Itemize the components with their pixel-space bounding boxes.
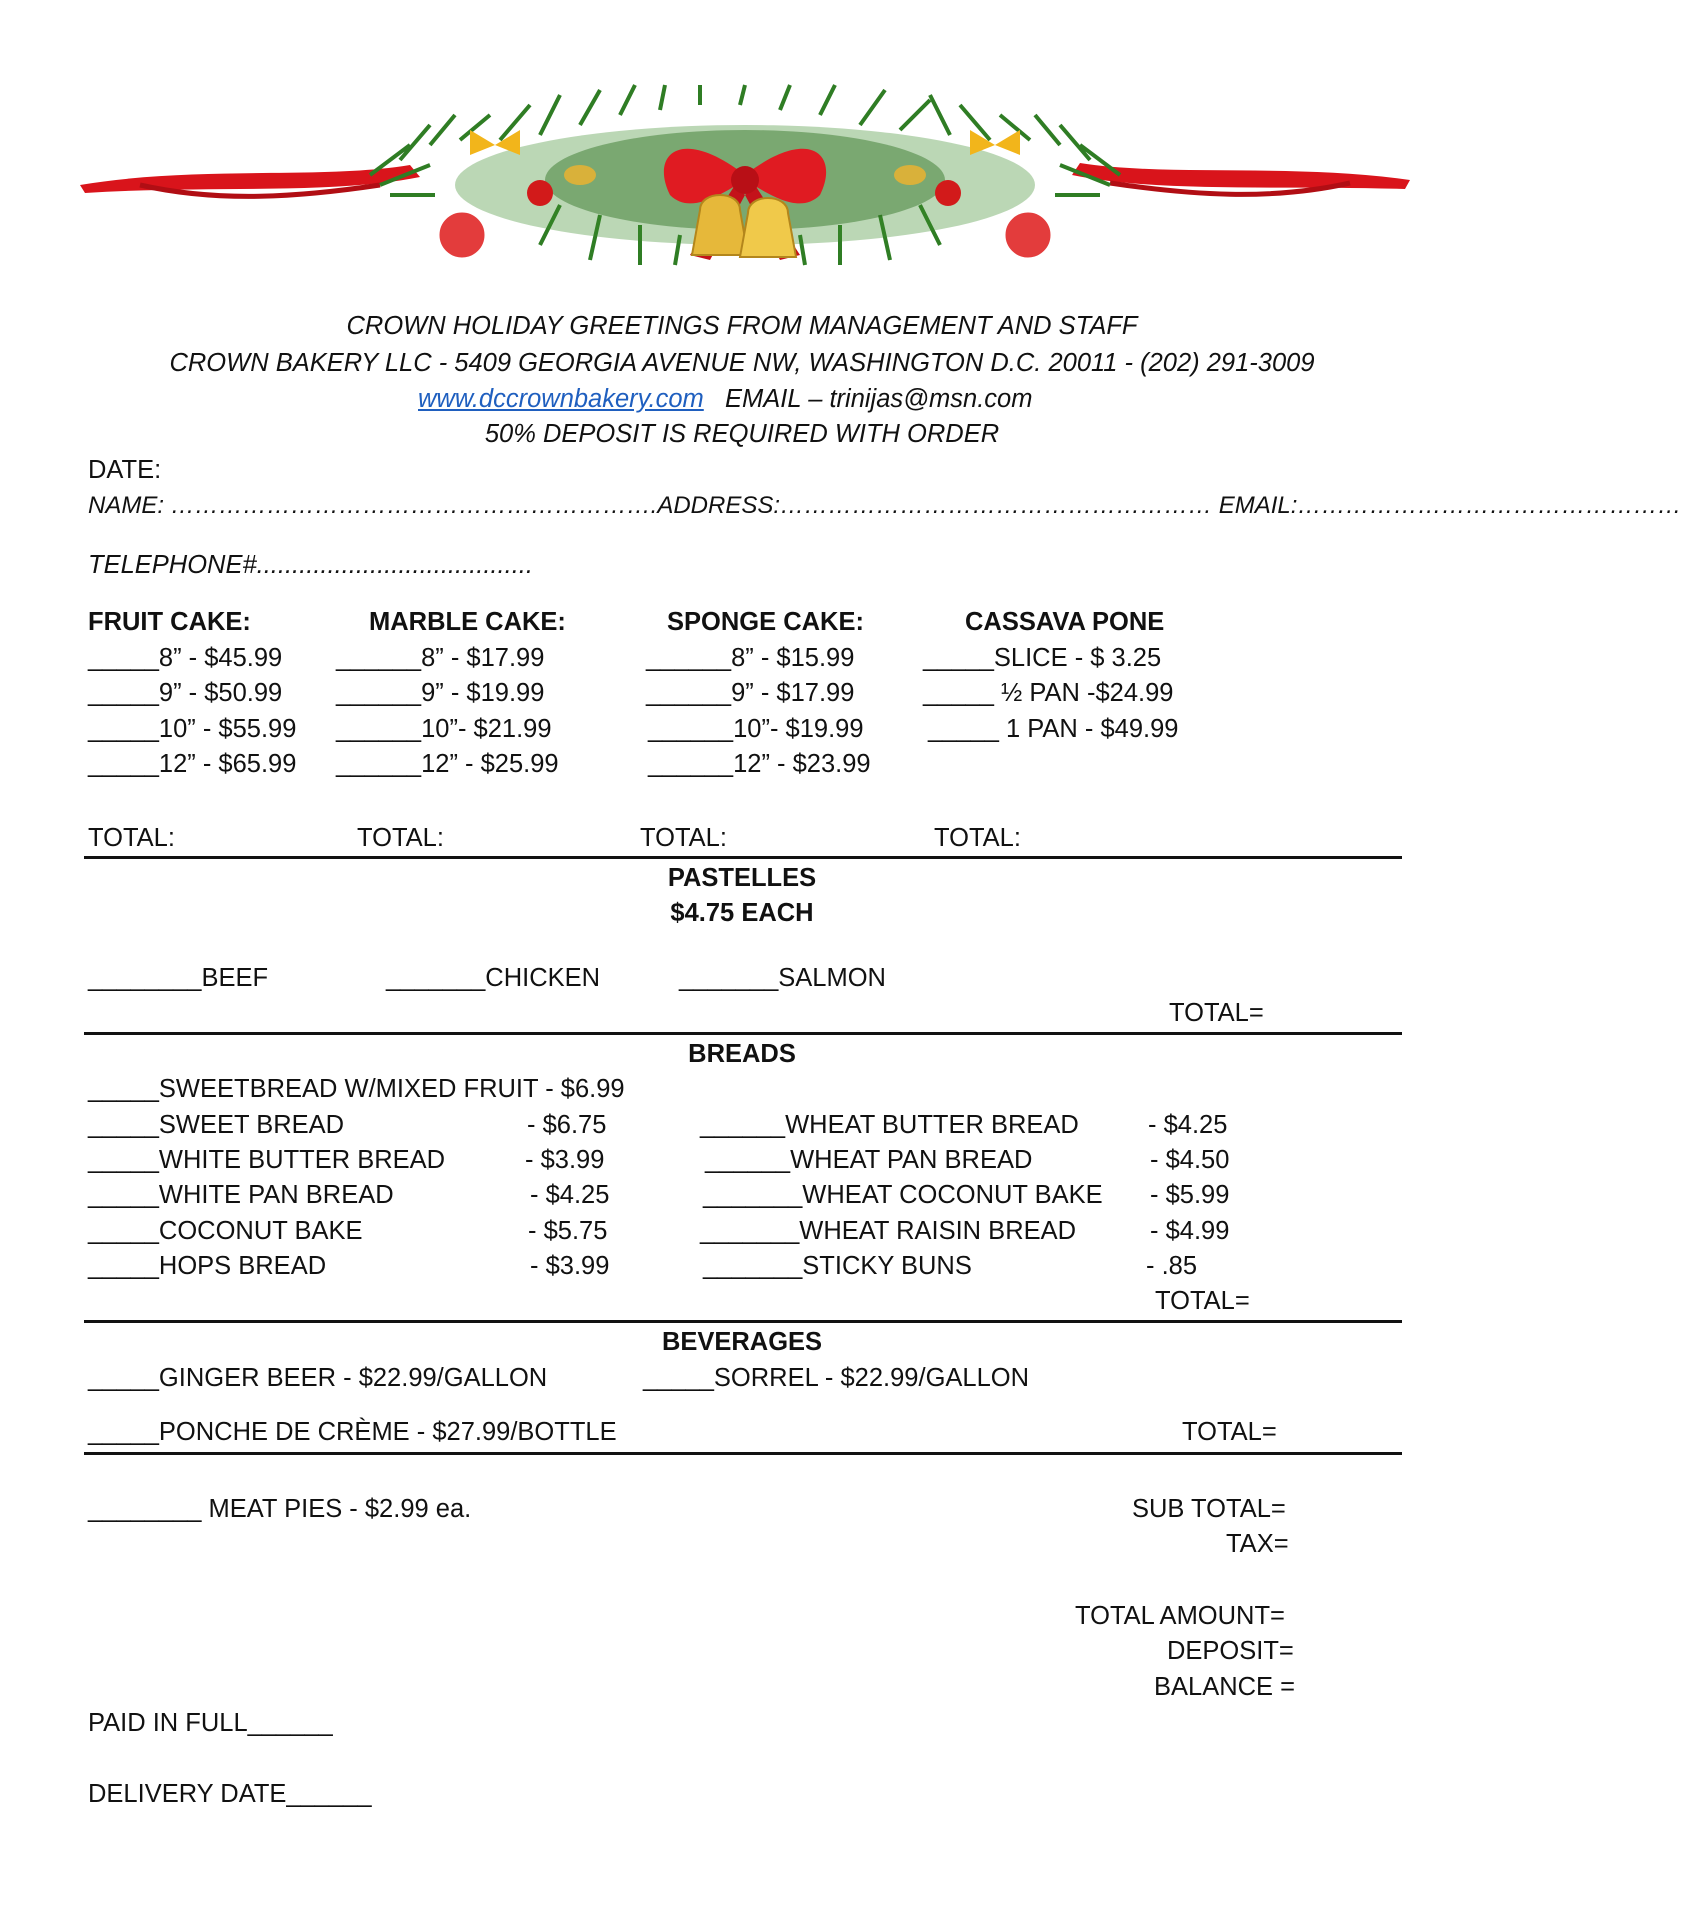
deposit-label[interactable]: DEPOSIT=	[1167, 1637, 1294, 1665]
beverages-total[interactable]: TOTAL=	[1182, 1418, 1277, 1446]
bread-price: - $5.75	[528, 1217, 608, 1245]
section-divider	[84, 1452, 1402, 1455]
sponge-cake-12in[interactable]: ______12” - $23.99	[648, 750, 871, 778]
section-divider	[84, 1032, 1402, 1035]
sponge-cake-heading: SPONGE CAKE:	[667, 608, 864, 636]
beverages-heading: BEVERAGES	[661, 1328, 823, 1356]
bread-sweet-bread[interactable]: _____SWEET BREAD	[88, 1111, 345, 1139]
website-email-line	[418, 387, 1032, 413]
tax-label[interactable]: TAX=	[1226, 1530, 1289, 1558]
breads-total[interactable]: TOTAL=	[1155, 1287, 1250, 1315]
balance-label[interactable]: BALANCE =	[1154, 1673, 1296, 1701]
cassava-pone-total[interactable]: TOTAL:	[934, 824, 1021, 852]
fruit-cake-8in[interactable]: _____8” - $45.99	[88, 644, 283, 672]
fruit-cake-9in[interactable]: _____9” - $50.99	[88, 679, 283, 707]
cassava-half-pan[interactable]: _____ ½ PAN -$24.99	[923, 679, 1174, 707]
telephone-field[interactable]: TELEPHONE#.......................................	[88, 551, 533, 579]
bread-price: - $6.75	[527, 1111, 607, 1139]
greeting-line: CROWN HOLIDAY GREETINGS FROM MANAGEMENT AND STAFF	[346, 312, 1138, 340]
bread-price: - .85	[1146, 1252, 1198, 1280]
bread-price: - $4.25	[1148, 1111, 1228, 1139]
bread-price: - $3.99	[525, 1146, 605, 1174]
beverage-sorrel[interactable]: _____SORREL - $22.99/GALLON	[643, 1364, 1030, 1392]
sponge-cake-9in[interactable]: ______9” - $17.99	[646, 679, 855, 707]
pastelles-beef[interactable]: ________BEEF	[88, 964, 269, 992]
section-divider	[84, 1320, 1402, 1323]
bread-sweetbread-mixed-fruit[interactable]: _____SWEETBREAD W/MIXED FRUIT - $6.99	[88, 1075, 625, 1103]
marble-cake-heading: MARBLE CAKE:	[369, 608, 566, 636]
sponge-cake-total[interactable]: TOTAL:	[640, 824, 727, 852]
sponge-cake-10in[interactable]: ______10”- $19.99	[648, 715, 864, 743]
email-text: EMAIL – trinijas@msn.com	[725, 385, 1033, 413]
pastelles-chicken[interactable]: _______CHICKEN	[386, 964, 601, 992]
sub-total-label[interactable]: SUB TOTAL=	[1132, 1495, 1286, 1523]
bread-sticky-buns[interactable]: _______STICKY BUNS	[703, 1252, 972, 1280]
cassava-slice[interactable]: _____SLICE - $ 3.25	[923, 644, 1162, 672]
bread-price: - $4.50	[1150, 1146, 1230, 1174]
holiday-garland-image	[80, 85, 1410, 295]
fruit-cake-12in[interactable]: _____12” - $65.99	[88, 750, 297, 778]
pastelles-price: $4.75 EACH	[670, 899, 814, 927]
sponge-cake-8in[interactable]: ______8” - $15.99	[646, 644, 855, 672]
marble-cake-9in[interactable]: ______9” - $19.99	[336, 679, 545, 707]
section-divider	[84, 856, 1402, 859]
company-address-line: CROWN BAKERY LLC - 5409 GEORGIA AVENUE NW, WASHINGTON D.C. 20011 - (202) 291-3009	[169, 349, 1315, 377]
bread-white-pan-bread[interactable]: _____WHITE PAN BREAD	[88, 1181, 394, 1209]
pastelles-salmon[interactable]: _______SALMON	[679, 964, 886, 992]
pastelles-total[interactable]: TOTAL=	[1169, 999, 1264, 1027]
bread-wheat-pan-bread[interactable]: ______WHEAT PAN BREAD	[705, 1146, 1033, 1174]
fruit-cake-10in[interactable]: _____10” - $55.99	[88, 715, 297, 743]
website-link[interactable]: www.dccrownbakery.com	[418, 385, 704, 413]
paid-in-full-field[interactable]: PAID IN FULL______	[88, 1709, 333, 1737]
marble-cake-12in[interactable]: ______12” - $25.99	[336, 750, 559, 778]
total-amount-label[interactable]: TOTAL AMOUNT=	[1075, 1602, 1285, 1630]
cassava-pone-heading: CASSAVA PONE	[965, 608, 1165, 636]
deposit-note: 50% DEPOSIT IS REQUIRED WITH ORDER	[484, 420, 1000, 448]
marble-cake-10in[interactable]: ______10”- $21.99	[336, 715, 552, 743]
bread-wheat-raisin-bread[interactable]: _______WHEAT RAISIN BREAD	[700, 1217, 1077, 1245]
cassava-one-pan[interactable]: _____ 1 PAN - $49.99	[928, 715, 1179, 743]
pastelles-heading: PASTELLES	[667, 864, 817, 892]
bread-price: - $4.25	[530, 1181, 610, 1209]
marble-cake-8in[interactable]: ______8” - $17.99	[336, 644, 545, 672]
bread-white-butter-bread[interactable]: _____WHITE BUTTER BREAD	[88, 1146, 446, 1174]
delivery-date-field[interactable]: DELIVERY DATE______	[88, 1780, 372, 1808]
breads-heading: BREADS	[688, 1040, 796, 1068]
bread-price: - $4.99	[1150, 1217, 1230, 1245]
bread-price: - $5.99	[1150, 1181, 1230, 1209]
name-address-email-line[interactable]: NAME: …………………………………………………….ADDRESS:……………………………………………… EMAIL:…………………………………………	[88, 492, 1681, 519]
beverage-ginger-beer[interactable]: _____GINGER BEER - $22.99/GALLON	[88, 1364, 548, 1392]
fruit-cake-total[interactable]: TOTAL:	[88, 824, 175, 852]
date-field-label[interactable]: DATE:	[88, 456, 162, 484]
bread-hops-bread[interactable]: _____HOPS BREAD	[88, 1252, 327, 1280]
bread-wheat-coconut-bake[interactable]: _______WHEAT COCONUT BAKE	[703, 1181, 1103, 1209]
meat-pies-item[interactable]: ________ MEAT PIES - $2.99 ea.	[88, 1495, 472, 1523]
bread-coconut-bake[interactable]: _____COCONUT BAKE	[88, 1217, 363, 1245]
bread-price: - $3.99	[530, 1252, 610, 1280]
marble-cake-total[interactable]: TOTAL:	[357, 824, 444, 852]
fruit-cake-heading: FRUIT CAKE:	[88, 608, 251, 636]
beverage-ponche-de-creme[interactable]: _____PONCHE DE CRÈME - $27.99/BOTTLE	[88, 1418, 617, 1446]
bread-wheat-butter-bread[interactable]: ______WHEAT BUTTER BREAD	[700, 1111, 1079, 1139]
